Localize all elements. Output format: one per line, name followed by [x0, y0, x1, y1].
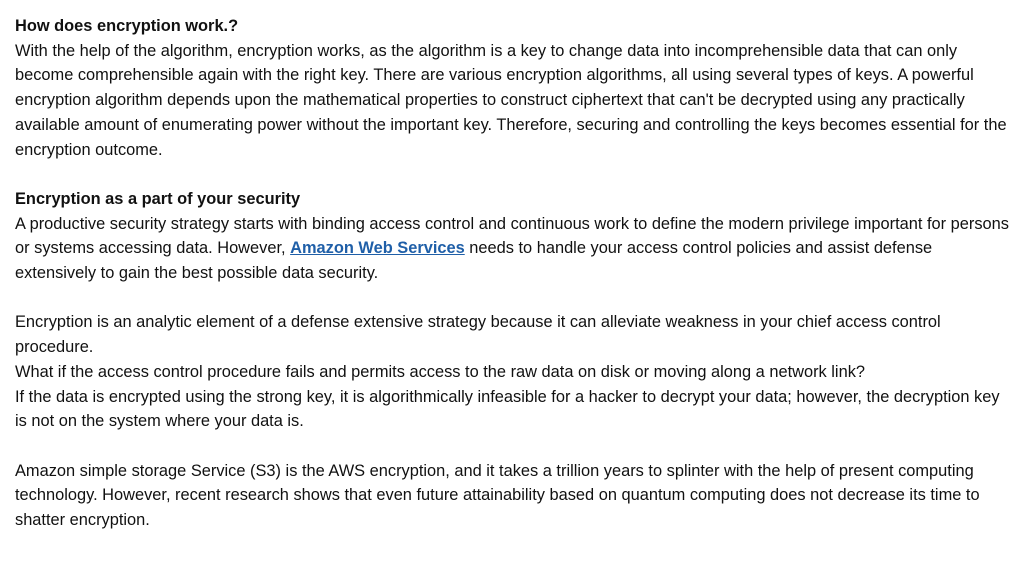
paragraph-access-control-question: What if the access control procedure fails and permits access to the raw data on disk or moving along a network link?	[15, 362, 866, 381]
paragraph-text-after-link: needs to handle your access control policies and assist defense extensively to gain the best possible data security.	[15, 239, 933, 283]
document-body	[15, 14, 1015, 533]
paragraph-spacer	[15, 162, 1015, 187]
paragraph-text-before-link: A productive security strategy starts with binding access control and continuous work to define the modern privilege important for persons or systems accessing data. However,	[15, 214, 1009, 258]
amazon-web-services-link[interactable]: Amazon Web Services	[290, 239, 465, 258]
paragraph-strong-key: If the data is encrypted using the strong key, it is algorithmically infeasible for a hacker to decrypt your data; however, the decryption key is not on the system where your data is.	[15, 387, 1000, 431]
section-heading-encryption-security: Encryption as a part of your security	[15, 189, 301, 208]
paragraph-security-strategy	[15, 212, 1015, 286]
paragraph-how-encryption-works: With the help of the algorithm, encryption works, as the algorithm is a key to change data into incomprehensible data that can only become comprehensible again with the right key. There are various encryption algorithms, all using several types of keys. A powerful encryption algorithm depends upon the mathematical properties to construct ciphertext that can't be decrypted using any practically available amount of enumerating power without the important key. Therefore, securing and controlling the keys becomes essential for the encryption outcome.	[15, 41, 1007, 159]
paragraph-spacer	[15, 286, 1015, 311]
paragraph-analytic-element: Encryption is an analytic element of a defense extensive strategy because it can alleviate weakness in your chief access control procedure.	[15, 313, 941, 357]
section-heading-how-encryption-works: How does encryption work.?	[15, 17, 239, 35]
paragraph-spacer	[15, 434, 1015, 459]
paragraph-amazon-s3: Amazon simple storage Service (S3) is the AWS encryption, and it takes a trillion years to splinter with the help of present computing technology. However, recent research shows that even future attainability based on quantum computing does not decrease its time to shatter encryption.	[15, 461, 980, 530]
